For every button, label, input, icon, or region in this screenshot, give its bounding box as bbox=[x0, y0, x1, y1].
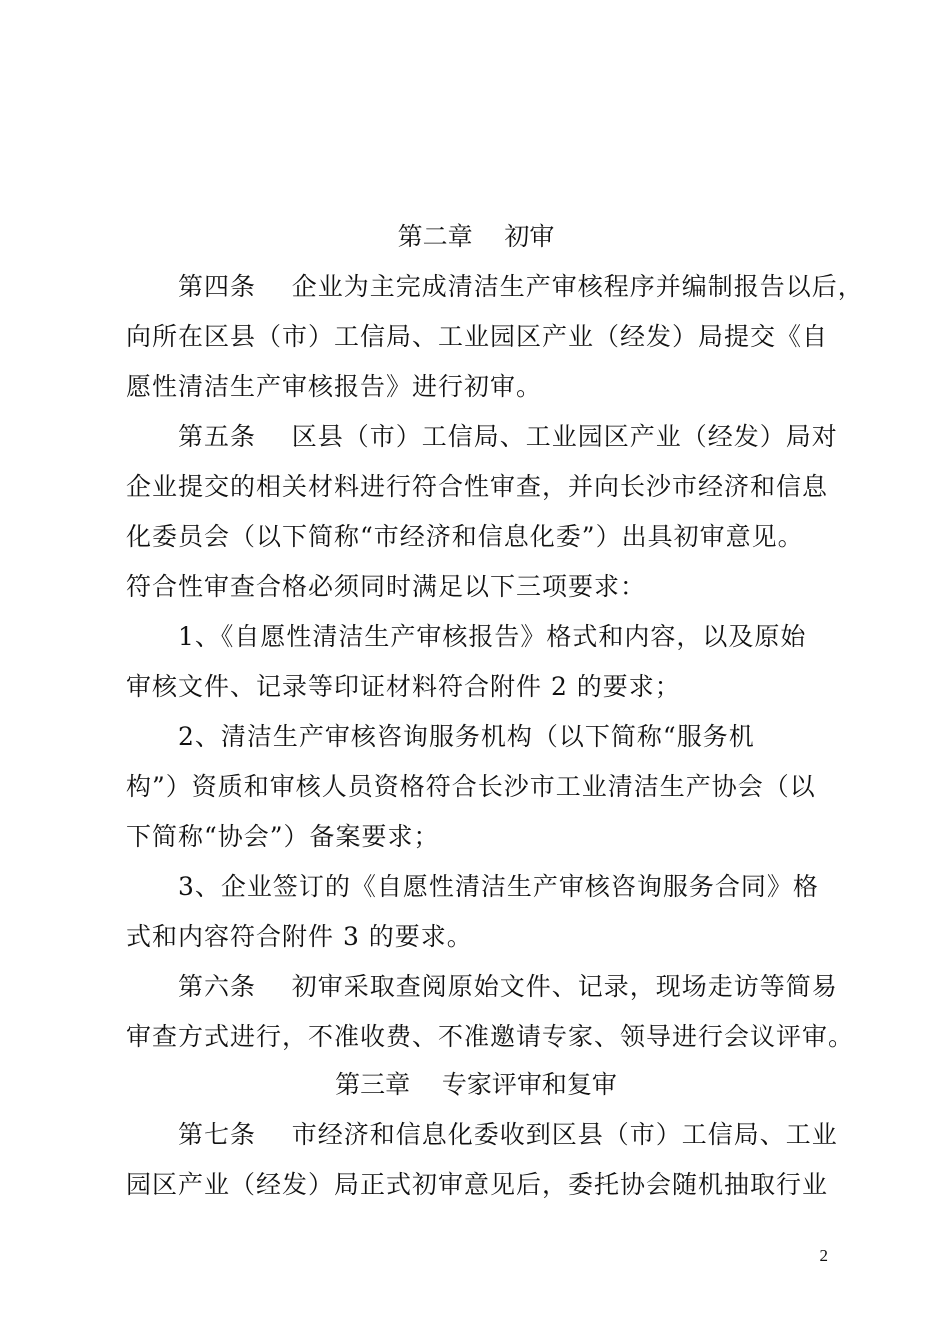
article-7-line-1: 第七条 市经济和信息化委收到区县（市）工信局、工业 bbox=[178, 1120, 838, 1149]
article-5-line-4: 符合性审查合格必须同时满足以下三项要求： bbox=[126, 572, 647, 601]
article-4-line-3: 愿性清洁生产审核报告》进行初审。 bbox=[126, 372, 543, 401]
page-number: 2 bbox=[819, 1246, 828, 1265]
article-4-line-1: 第四条 企业为主完成清洁生产审核程序并编制报告以后， bbox=[178, 272, 864, 301]
requirement-2-line-1: 2、清洁生产审核咨询服务机构（以下简称“服务机 bbox=[178, 722, 755, 751]
requirement-3-line-2: 式和内容符合附件 3 的要求。 bbox=[126, 922, 473, 951]
article-7-line-2: 园区产业（经发）局正式初审意见后，委托协会随机抽取行业 bbox=[126, 1170, 829, 1199]
article-5-line-2: 企业提交的相关材料进行符合性审查，并向长沙市经济和信息 bbox=[126, 472, 829, 501]
article-6-line-1: 第六条 初审采取查阅原始文件、记录，现场走访等简易 bbox=[178, 972, 838, 1001]
requirement-2-line-3: 下简称“协会”）备案要求； bbox=[126, 822, 440, 851]
chapter-3-heading: 第三章 专家评审和复审 bbox=[335, 1070, 617, 1099]
article-6-line-2: 审查方式进行，不准收费、不准邀请专家、领导进行会议评审。 bbox=[126, 1022, 855, 1051]
article-4-line-2: 向所在区县（市）工信局、工业园区产业（经发）局提交《自 bbox=[126, 322, 829, 351]
requirement-1-line-2: 审核文件、记录等印证材料符合附件 2 的要求； bbox=[126, 672, 681, 701]
article-5-line-3: 化委员会（以下简称“市经济和信息化委”）出具初审意见。 bbox=[126, 522, 804, 551]
requirement-3-line-1: 3、企业签订的《自愿性清洁生产审核咨询服务合同》格 bbox=[178, 872, 819, 901]
chapter-2-heading: 第二章 初审 bbox=[397, 222, 555, 251]
requirement-2-line-2: 构”）资质和审核人员资格符合长沙市工业清洁生产协会（以 bbox=[126, 772, 816, 801]
article-5-line-1: 第五条 区县（市）工信局、工业园区产业（经发）局对 bbox=[178, 422, 838, 451]
requirement-1-line-1: 1、《自愿性清洁生产审核报告》格式和内容，以及原始 bbox=[178, 622, 807, 651]
